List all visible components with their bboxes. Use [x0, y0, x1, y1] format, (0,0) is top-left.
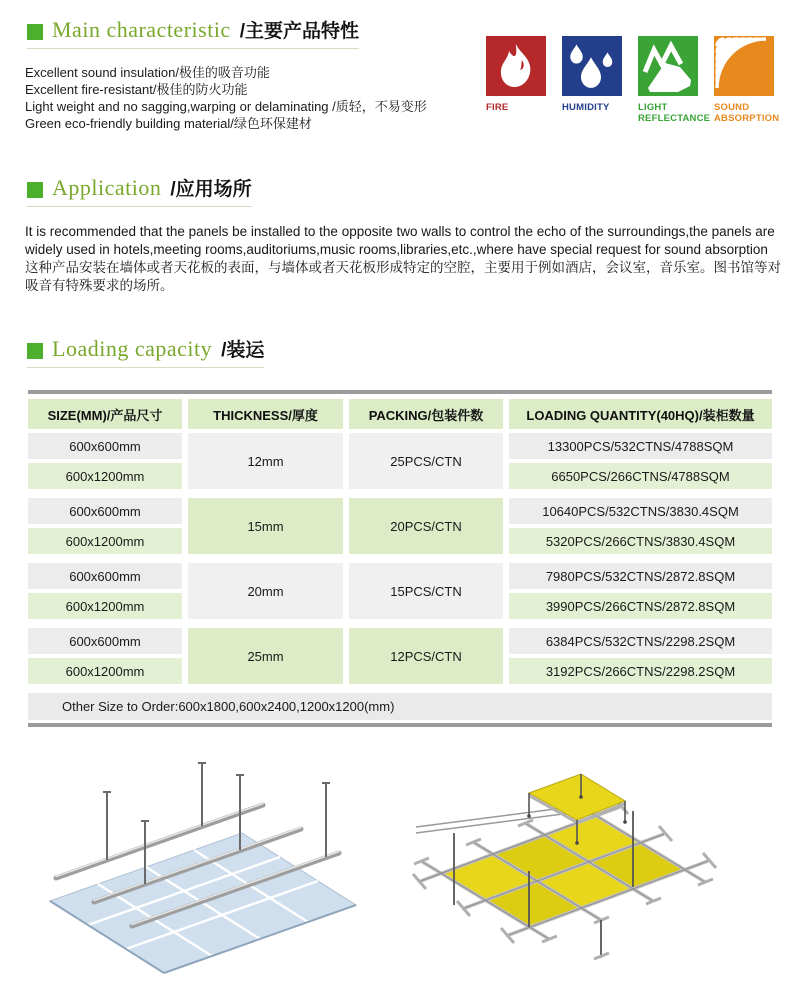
application-paragraph — [25, 223, 783, 295]
heading-english: Loading capacity — [52, 336, 213, 361]
green-square-bullet-icon — [27, 24, 43, 40]
feature-line: Light weight and no sagging,warping or delaminating /质轻，不易变形 — [25, 99, 427, 114]
thickness-cell: 20mm — [188, 563, 343, 619]
flame-icon — [486, 36, 546, 96]
badge-humidity-label: HUMIDITY — [562, 102, 610, 113]
heading-chinese: /装运 — [221, 340, 265, 361]
loading-capacity-table — [28, 399, 772, 720]
size-cell: 600x1200mm — [28, 658, 182, 684]
table-top-rule — [28, 390, 772, 394]
size-cell: 600x600mm — [28, 563, 182, 589]
feature-line: Green eco-friendly building material/绿色环保建材 — [25, 116, 312, 131]
light-reflectance-icon — [638, 36, 698, 96]
badge-humidity — [562, 36, 624, 124]
suspended-ceiling-diagram — [22, 753, 374, 981]
badge-sound-absorption-label: SOUND ABSORPTION — [714, 102, 780, 124]
size-cell: 600x1200mm — [28, 593, 182, 619]
table-bottom-rule — [28, 723, 772, 727]
application-text-zh: 这种产品安装在墙体或者天花板的表面，与墙体或者天花板形成特定的空腔，主要用于例如酒店，会议室，音乐室。图书馆等对吸音有特殊要求的场所。 — [25, 260, 781, 293]
other-size-note: Other Size to Order:600x1800,600x2400,1200x1200(mm) — [28, 693, 772, 720]
badge-light-reflectance-label: LIGHT REFLECTANCE — [638, 102, 711, 124]
thickness-cell: 25mm — [188, 628, 343, 684]
loading-cell: 6650PCS/266CTNS/4788SQM — [509, 463, 772, 489]
loading-cell: 10640PCS/532CTNS/3830.4SQM — [509, 498, 772, 524]
application-text-en: It is recommended that the panels be installed to the opposite two walls to control the echo of the surroundings,the panels are widely used in hotels,meeting rooms,auditoriums,music rooms,libraries,etc.,where have special request for sound absorption — [25, 224, 775, 257]
badge-fire — [486, 36, 548, 124]
col-header-loading-quantity: LOADING QUANTITY(40HQ)/装柜数量 — [509, 399, 772, 429]
packing-cell: 25PCS/CTN — [349, 433, 503, 489]
size-cell: 600x1200mm — [28, 528, 182, 554]
packing-cell: 20PCS/CTN — [349, 498, 503, 554]
green-square-bullet-icon — [27, 343, 43, 359]
section-application — [0, 174, 800, 295]
sound-waves-icon — [714, 36, 774, 96]
packing-cell: 15PCS/CTN — [349, 563, 503, 619]
loading-cell: 3192PCS/266CTNS/2298.2SQM — [509, 658, 772, 684]
heading-english: Application — [52, 175, 162, 200]
thickness-cell: 12mm — [188, 433, 343, 489]
property-badges — [486, 36, 780, 124]
heading-chinese: /主要产品特性 — [239, 21, 359, 42]
water-drops-icon — [562, 36, 622, 96]
application-heading — [27, 174, 252, 207]
badge-light-reflectance — [638, 36, 711, 124]
loading-cell: 5320PCS/266CTNS/3830.4SQM — [509, 528, 772, 554]
badge-fire-label: FIRE — [486, 102, 509, 113]
size-cell: 600x600mm — [28, 433, 182, 459]
main-characteristic-heading — [27, 16, 359, 49]
loading-cell: 3990PCS/266CTNS/2872.8SQM — [509, 593, 772, 619]
loading-cell: 13300PCS/532CTNS/4788SQM — [509, 433, 772, 459]
size-cell: 600x1200mm — [28, 463, 182, 489]
heading-english: Main characteristic — [52, 17, 231, 42]
green-square-bullet-icon — [27, 182, 43, 198]
feature-line: Excellent sound insulation/极佳的吸音功能 — [25, 65, 270, 80]
col-header-size: SIZE(MM)/产品尺寸 — [28, 399, 182, 429]
feature-line: Excellent fire-resistant/极佳的防火功能 — [25, 82, 248, 97]
loading-cell: 7980PCS/532CTNS/2872.8SQM — [509, 563, 772, 589]
col-header-packing: PACKING/包装件数 — [349, 399, 503, 429]
section-main-characteristic — [0, 0, 800, 132]
installation-diagrams — [0, 753, 800, 986]
t-grid-ceiling-diagram — [386, 753, 758, 986]
packing-cell: 12PCS/CTN — [349, 628, 503, 684]
loading-cell: 6384PCS/532CTNS/2298.2SQM — [509, 628, 772, 654]
thickness-cell: 15mm — [188, 498, 343, 554]
col-header-thickness: THICKNESS/厚度 — [188, 399, 343, 429]
heading-chinese: /应用场所 — [170, 179, 252, 200]
loading-capacity-heading — [27, 335, 264, 368]
section-loading-capacity — [0, 335, 800, 727]
badge-sound-absorption — [714, 36, 780, 124]
size-cell: 600x600mm — [28, 498, 182, 524]
size-cell: 600x600mm — [28, 628, 182, 654]
